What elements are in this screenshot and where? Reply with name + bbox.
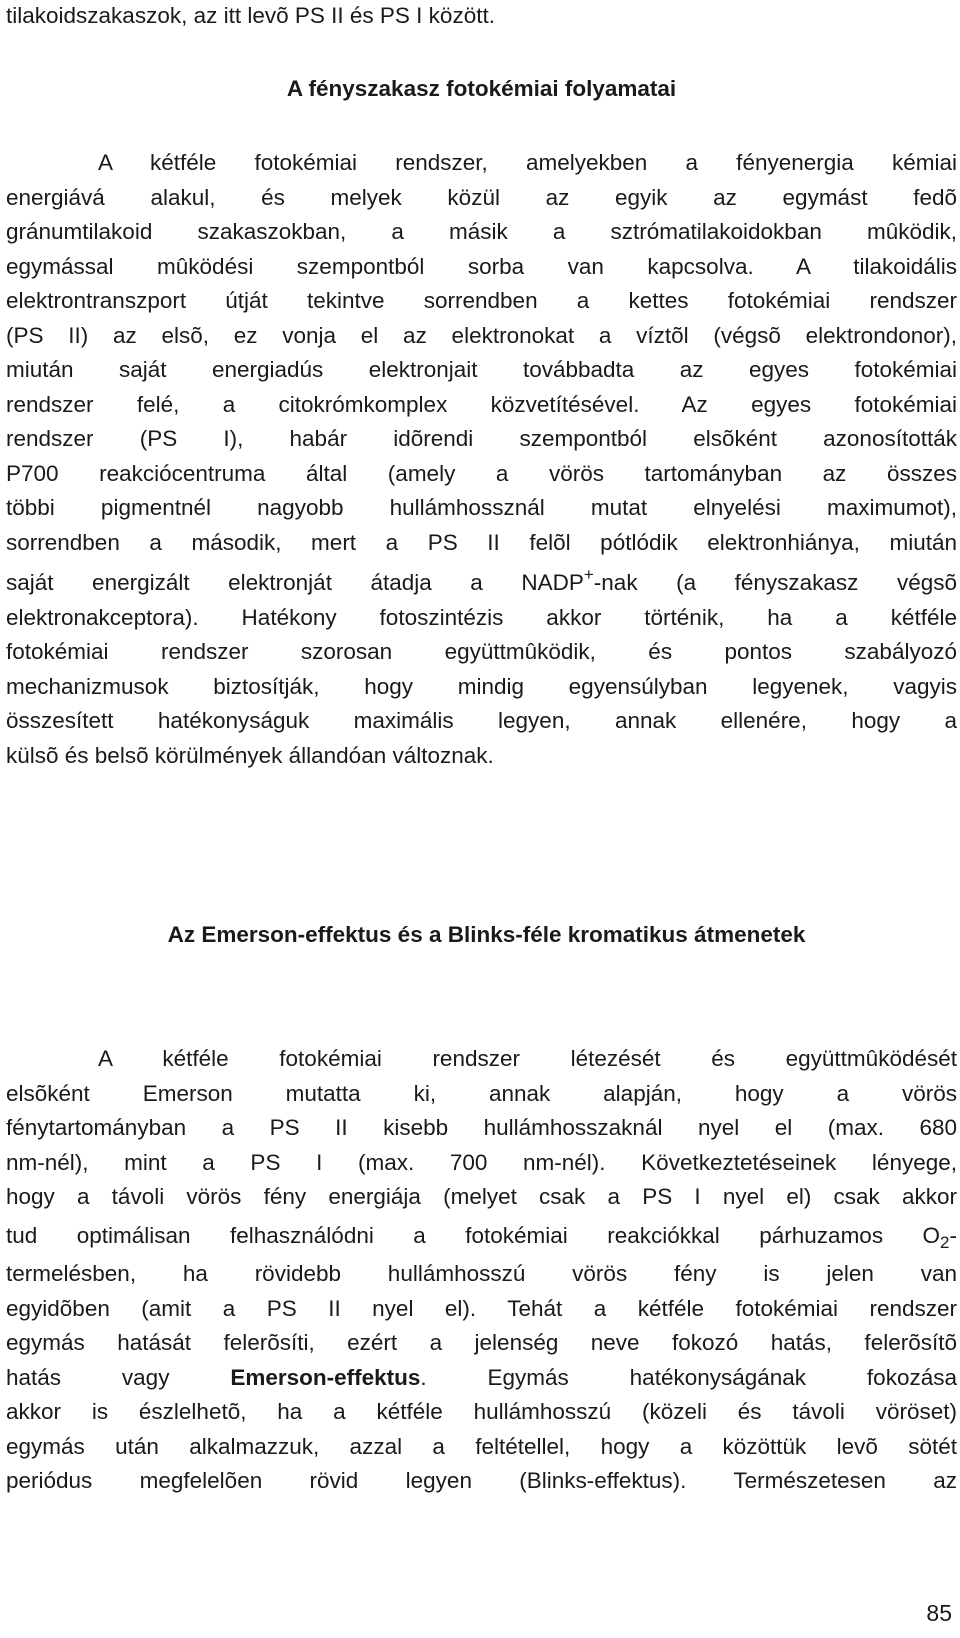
paragraph-line: egymás hatását felerõsíti, ezért a jelenség neve fokozó hatás, felerõsítõ — [6, 1330, 957, 1355]
nadp-superscript: + — [583, 565, 594, 584]
nadp-text-before: saját energizált elektronját átadja a NADP — [6, 570, 584, 595]
section2-heading-wrap — [6, 918, 957, 953]
paragraph-line: többi pigmentnél nagyobb hullámhossznál mutat elnyelési maximumot), — [6, 495, 957, 520]
o2-text-before: tud optimálisan felhasználódni a fotokémiai reakciókkal párhuzamos O — [6, 1222, 941, 1248]
paragraph-line: P700 reakciócentruma által (amely a vörös tartományban az összes — [6, 460, 957, 486]
paragraph-line: termelésben, ha rövidebb hullámhosszú vörös fény is jelen van — [6, 1261, 957, 1286]
paragraph-line: elektrontranszport útját tekintve sorrendben a kettes fotokémiai rendszer — [6, 288, 957, 313]
o2-text-after: - — [949, 1222, 957, 1248]
paragraph-line: fotokémiai rendszer szorosan együttmûködik, és pontos szabályozó — [6, 639, 957, 664]
section1-paragraph — [6, 146, 957, 773]
paragraph-line: miután saját energiadús elektronjait továbbadta az egyes fotokémiai — [6, 357, 957, 382]
nadp-text-after: -nak (a fényszakasz végsõ — [593, 570, 957, 595]
paragraph-line-emerson — [6, 1361, 957, 1396]
paragraph-line-o2 — [6, 1219, 957, 1254]
paragraph-line: hogy a távoli vörös fény energiája (melyet csak a PS I nyel el) csak akkor — [6, 1184, 957, 1209]
paragraph-line: (PS II) az elsõ, ez vonja el az elektronokat a víztõl (végsõ elektrondonor), — [6, 322, 957, 348]
section2-heading: Az Emerson-effektus és a Blinks-féle kromatikus átmenetek — [167, 922, 806, 947]
emerson-text-before: hatás vagy — [6, 1364, 231, 1390]
paragraph-line: rendszer felé, a citokrómkomplex közvetítésével. Az egyes fotokémiai — [6, 391, 957, 417]
paragraph-line: mechanizmusok biztosítják, hogy mindig egyensúlyban legyenek, vagyis — [6, 673, 957, 699]
top-line: tilakoidszakaszok, az itt levõ PS II és PS I között. — [6, 3, 495, 28]
paragraph-line: elektronakceptora). Hatékony fotoszintézis akkor történik, ha a kétféle — [6, 604, 957, 630]
section1-heading: A fényszakasz fotokémiai folyamatai — [286, 76, 677, 101]
paragraph-line: A kétféle fotokémiai rendszer létezését és együttmûködését — [98, 1046, 957, 1071]
emerson-text-after: . Egymás hatékonyságának fokozása — [420, 1364, 957, 1390]
paragraph-line: rendszer (PS I), habár idõrendi szempontból elsõként azonosították — [6, 426, 957, 451]
paragraph-line: összesített hatékonyságuk maximális legyen, annak ellenére, hogy a — [6, 708, 957, 733]
paragraph-line: sorrendben a második, mert a PS II felõl pótlódik elektronhiánya, miután — [6, 529, 957, 555]
emerson-effect-term: Emerson-effektus — [230, 1364, 421, 1390]
o2-subscript: 2 — [940, 1232, 950, 1252]
paragraph-line: energiává alakul, és melyek közül az egyik az egymást fedõ — [6, 184, 957, 210]
paragraph-line: egyidõben (amit a PS II nyel el). Tehát a kétféle fotokémiai rendszer — [6, 1295, 957, 1321]
page-number: 85 — [926, 1600, 952, 1626]
paragraph-line-nadp — [6, 566, 957, 601]
paragraph-line: A kétféle fotokémiai rendszer, amelyekben a fényenergia kémiai — [98, 150, 957, 175]
paragraph-line: egymással mûködési szempontból sorba van kapcsolva. A tilakoidális — [6, 253, 957, 279]
paragraph-line: egymás után alkalmazzuk, azzal a feltétellel, hogy a közöttük levõ sötét — [6, 1433, 957, 1459]
paragraph-line: akkor is észlelhetõ, ha a kétféle hullámhosszú (közeli és távoli vöröset) — [6, 1399, 957, 1424]
paragraph-line: elsõként Emerson mutatta ki, annak alapján, hogy a vörös — [6, 1080, 957, 1106]
paragraph-line: külsõ és belsõ körülmények állandóan változnak. — [6, 742, 494, 768]
paragraph-line: fénytartományban a PS II kisebb hullámhosszaknál nyel el (max. 680 — [6, 1115, 957, 1140]
paragraph-line: nm-nél), mint a PS I (max. 700 nm-nél). Következtetéseinek lényege, — [6, 1149, 957, 1175]
paragraph-line: gránumtilakoid szakaszokban, a másik a sztrómatilakoidokban mûködik, — [6, 219, 957, 244]
section2-paragraph — [6, 1042, 957, 1499]
paragraph-line: periódus megfelelõen rövid legyen (Blinks-effektus). Természetesen az — [6, 1468, 957, 1493]
